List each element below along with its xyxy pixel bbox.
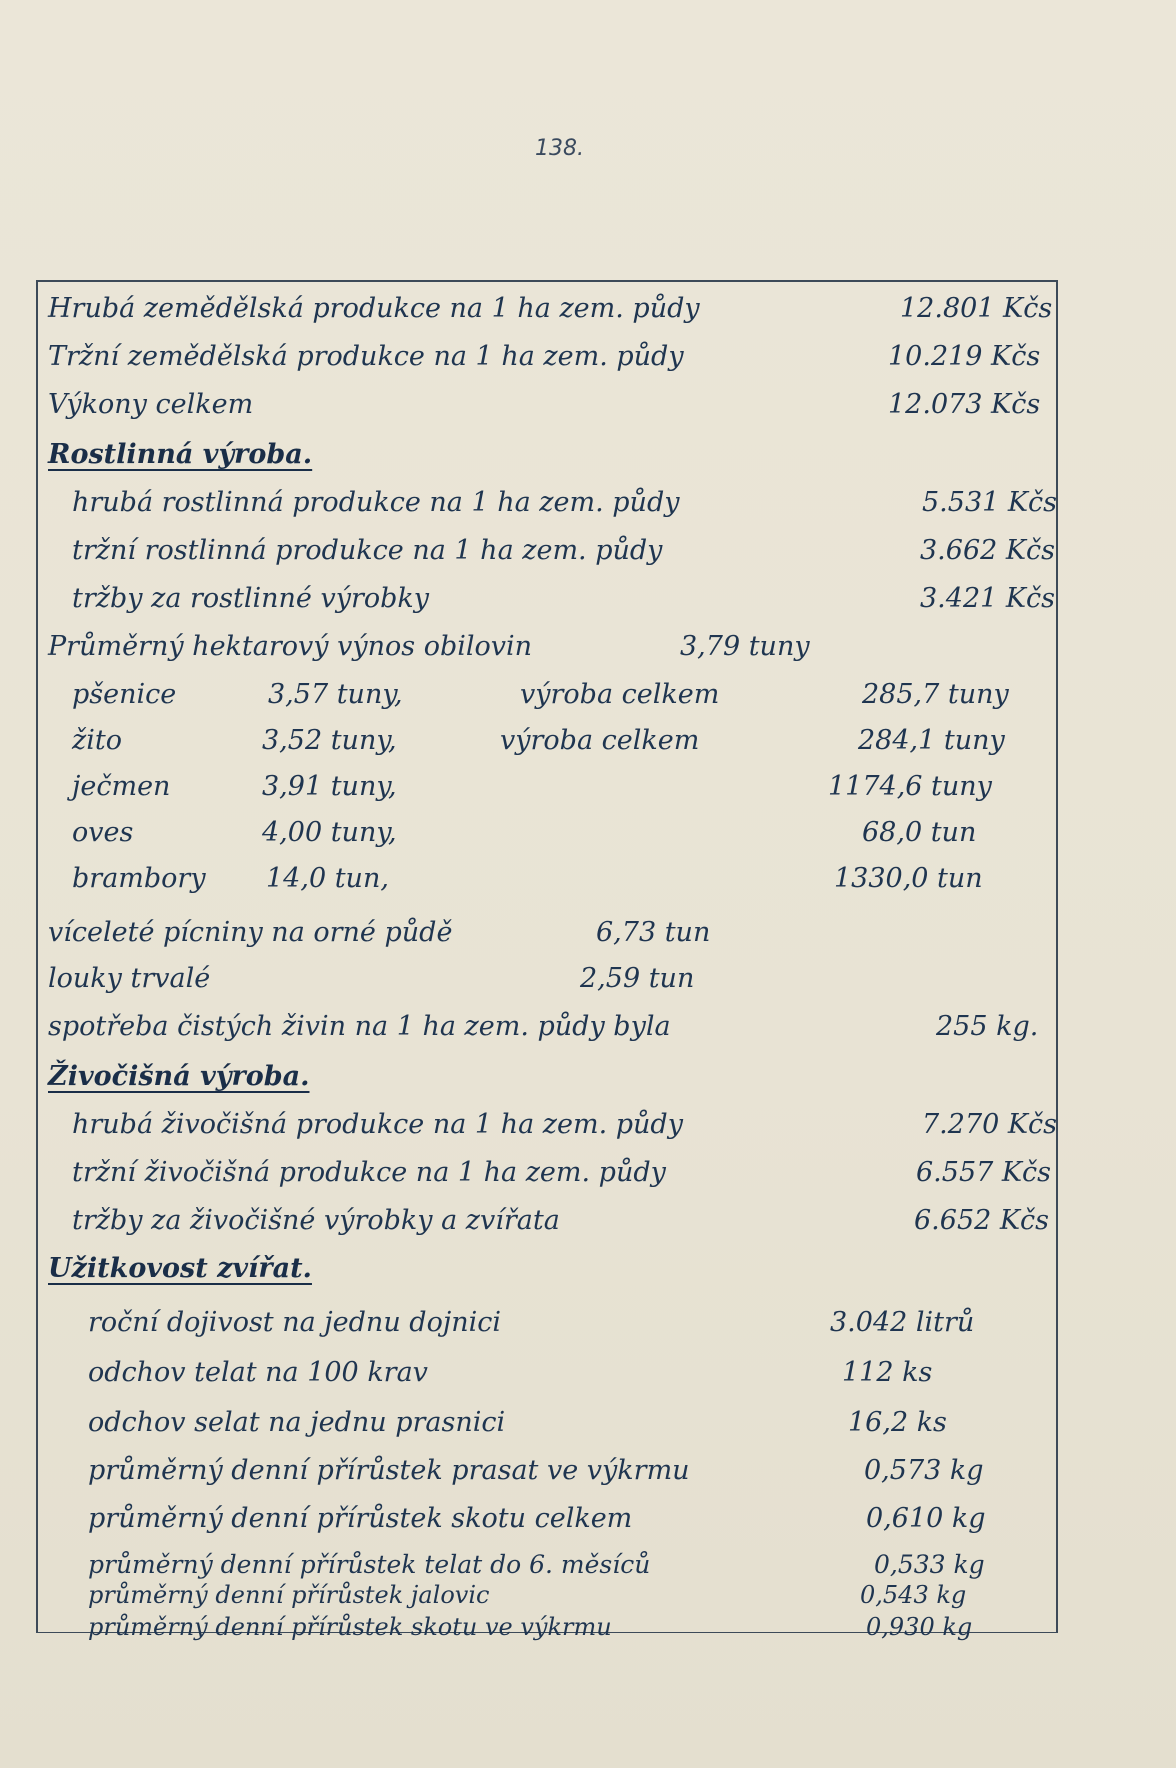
crop-total: 1174,6 tuny (828, 771, 992, 802)
utility-label: průměrný denní přírůstek jalovic (88, 1581, 490, 1609)
plant-label: tržní rostlinná produkce na 1 ha zem. půdy (72, 535, 663, 566)
crop-row (0, 718, 1060, 764)
utility-value: 0,533 kg (874, 1550, 985, 1579)
extra-value: 6,73 tun (596, 917, 711, 948)
crop-yield: 3,91 tuny, (262, 771, 397, 802)
crop-yield: 14,0 tun, (266, 863, 389, 894)
crop-total: 284,1 tuny (858, 725, 1005, 756)
crop-total: 68,0 tun (862, 817, 977, 848)
utility-value: 112 ks (842, 1357, 933, 1388)
avg-yield-label: Průměrný hektarový výnos obilovin (48, 631, 533, 662)
utility-label: průměrný denní přírůstek prasat ve výkrmu (88, 1455, 690, 1486)
crop-row (0, 672, 1060, 718)
summary-value: 10.219 Kčs (888, 341, 1041, 372)
summary-label: Hrubá zemědělská produkce na 1 ha zem. půdy (48, 293, 700, 324)
crop-note: výroba celkem (520, 679, 720, 710)
avg-yield-value: 3,79 tuny (680, 631, 810, 662)
utility-value: 0,543 kg (860, 1581, 967, 1609)
crop-row (0, 810, 1060, 856)
section-heading-utility (0, 1246, 1060, 1292)
crop-total: 285,7 tuny (862, 679, 1009, 710)
summary-row (0, 382, 1060, 428)
utility-value: 3.042 litrů (830, 1307, 975, 1338)
crop-name: brambory (72, 863, 206, 894)
utility-row (0, 1400, 1060, 1446)
animal-row (0, 1150, 1060, 1196)
plant-value: 3.421 Kčs (920, 583, 1056, 614)
summary-label: Výkony celkem (48, 389, 254, 420)
plant-label: tržby za rostlinné výrobky (72, 583, 430, 614)
crop-note: výroba celkem (500, 725, 700, 756)
summary-row (0, 334, 1060, 380)
summary-value: 12.073 Kčs (888, 389, 1041, 420)
animal-row (0, 1102, 1060, 1148)
utility-label: průměrný denní přírůstek skotu ve výkrmu (88, 1613, 612, 1641)
plant-label: hrubá rostlinná produkce na 1 ha zem. půdy (72, 487, 680, 518)
utility-row (0, 1350, 1060, 1396)
utility-label: roční dojivost na jednu dojnici (88, 1307, 501, 1338)
utility-row (0, 1604, 1060, 1650)
extra-value: 2,59 tun (580, 963, 695, 994)
plant-value: 5.531 Kčs (922, 487, 1058, 518)
utility-value: 16,2 ks (848, 1407, 947, 1438)
crop-yield: 4,00 tuny, (262, 817, 397, 848)
crop-total: 1330,0 tun (834, 863, 983, 894)
plant-row (0, 576, 1060, 622)
crop-name: žito (72, 725, 122, 756)
section-heading: Živočišná výroba. (48, 1061, 310, 1092)
section-heading: Rostlinná výroba. (48, 439, 313, 470)
animal-row (0, 1198, 1060, 1244)
utility-row (0, 1300, 1060, 1346)
utility-value: 0,573 kg (864, 1455, 984, 1486)
utility-value: 0,930 kg (866, 1613, 973, 1641)
fertilizer-value: 255 kg. (936, 1011, 1039, 1042)
crop-name: pšenice (72, 679, 177, 710)
utility-label: odchov selat na jednu prasnici (88, 1407, 506, 1438)
utility-label: průměrný denní přírůstek telat do 6. měsíců (88, 1550, 651, 1579)
plant-row (0, 528, 1060, 574)
summary-row (0, 286, 1060, 332)
avg-yield-row (0, 624, 1060, 670)
page-number: 138. (535, 136, 584, 161)
section-heading-animal (0, 1054, 1060, 1100)
section-heading-plant (0, 432, 1060, 478)
summary-value: 12.801 Kčs (900, 293, 1053, 324)
section-heading: Užitkovost zvířat. (48, 1253, 312, 1284)
utility-row (0, 1448, 1060, 1494)
animal-label: tržní živočišná produkce na 1 ha zem. půdy (72, 1157, 666, 1188)
extra-label: louky trvalé (48, 963, 211, 994)
fertilizer-row (0, 1004, 1060, 1050)
animal-label: hrubá živočišná produkce na 1 ha zem. půdy (72, 1109, 683, 1140)
utility-value: 0,610 kg (866, 1503, 986, 1534)
animal-value: 6.557 Kčs (916, 1157, 1052, 1188)
crop-row (0, 764, 1060, 810)
animal-value: 6.652 Kčs (914, 1205, 1050, 1236)
summary-label: Tržní zemědělská produkce na 1 ha zem. půdy (48, 341, 684, 372)
crop-yield: 3,52 tuny, (262, 725, 397, 756)
extra-row (0, 956, 1060, 1002)
crop-yield: 3,57 tuny, (268, 679, 403, 710)
utility-row (0, 1496, 1060, 1542)
plant-value: 3.662 Kčs (920, 535, 1056, 566)
animal-value: 7.270 Kčs (922, 1109, 1058, 1140)
extra-label: víceleté pícniny na orné půdě (48, 917, 453, 948)
crop-row (0, 856, 1060, 902)
animal-label: tržby za živočišné výrobky a zvířata (72, 1205, 560, 1236)
extra-row (0, 910, 1060, 956)
fertilizer-label: spotřeba čistých živin na 1 ha zem. půdy byla (48, 1011, 671, 1042)
plant-row (0, 480, 1060, 526)
utility-label: odchov telat na 100 krav (88, 1357, 428, 1388)
crop-name: ječmen (72, 771, 171, 802)
crop-name: oves (72, 817, 134, 848)
utility-label: průměrný denní přírůstek skotu celkem (88, 1503, 633, 1534)
